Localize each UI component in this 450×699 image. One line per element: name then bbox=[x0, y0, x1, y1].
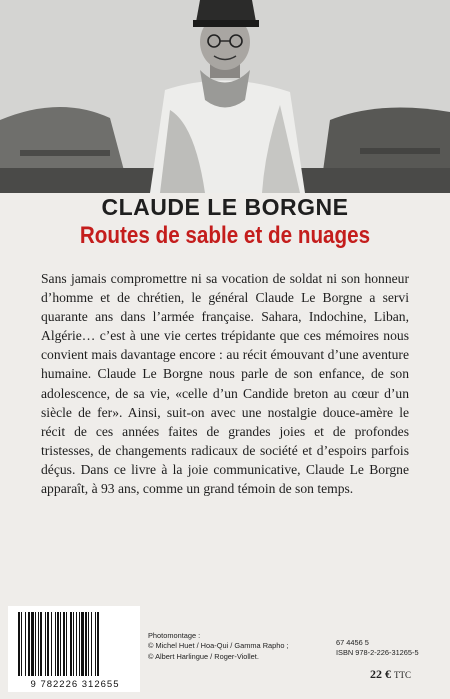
barcode-bar bbox=[63, 612, 65, 676]
credits-line: Photomontage : bbox=[148, 631, 201, 640]
barcode-bar bbox=[51, 612, 52, 676]
barcode-bar bbox=[25, 612, 26, 676]
back-cover-blurb bbox=[41, 269, 409, 498]
barcode-number: 9 782226 312655 bbox=[30, 679, 120, 690]
barcode-bar bbox=[60, 612, 61, 676]
barcode-bar bbox=[76, 612, 77, 676]
author-name: CLAUDE LE BORGNE bbox=[101, 194, 349, 220]
photo-credits bbox=[148, 631, 298, 662]
price-suffix: TTC bbox=[394, 670, 411, 680]
barcode-bar bbox=[31, 612, 34, 676]
book-title: Routes de sable et de nuages bbox=[79, 222, 371, 249]
blurb-text: Sans jamais compromettre ni sa vocation de soldat ni son honneur d’homme et de chrétien, le général Claude Le Borgne a servi quarante ans dans l’armée française. Sahara, Indochine, Liban, Algérie… c’est à une vie certes trépidante que ces mémoires nous convient mais davantage encore : au récit émouvant d’une aventure humaine. Claude Le Borgne nous parle de son enfance, de son adolescence, de sa vie, «celle d’un Candide breton au cœur d’un siècle de fer». Ainsi, suit-on avec une nostalgie douce-amère le récit de ces années faites de grandes joies et de profondes tristesses, de changements radicaux de société et d’espoirs parfois déçus. Dans ce livre à la joie communicative, Claude Le Borgne apparaît, à 93 ans, comme un grand témoin de son temps. bbox=[41, 271, 409, 497]
barcode-bar bbox=[35, 612, 36, 676]
barcode-bar bbox=[79, 612, 80, 676]
barcode-bar bbox=[73, 612, 74, 676]
barcode-bar bbox=[85, 612, 87, 676]
barcode-bar bbox=[40, 612, 42, 676]
barcode-bars bbox=[16, 612, 132, 678]
barcode-bar bbox=[95, 612, 96, 676]
barcode-bar bbox=[21, 612, 22, 676]
barcode-bar bbox=[70, 612, 72, 676]
barcode-bar bbox=[55, 612, 56, 676]
credits-line: © Albert Harlingue / Roger-Viollet. bbox=[148, 651, 259, 661]
barcode bbox=[8, 606, 140, 692]
barcode-bar bbox=[66, 612, 67, 676]
barcode-bar bbox=[47, 612, 49, 676]
barcode-bar bbox=[57, 612, 59, 676]
barcode-bar bbox=[88, 612, 89, 676]
barcode-bar bbox=[18, 612, 20, 676]
price bbox=[370, 667, 411, 682]
credits-line: © Michel Huet / Hoa-Qui / Gamma Rapho ; bbox=[148, 641, 289, 651]
soldier-photo-illustration bbox=[0, 0, 450, 193]
barcode-bar bbox=[38, 612, 39, 676]
barcode-bar bbox=[28, 612, 30, 676]
product-codes bbox=[336, 638, 436, 659]
isbn: ISBN 978-2-226-31265-5 bbox=[336, 648, 419, 658]
barcode-bar bbox=[81, 612, 84, 676]
barcode-bar bbox=[97, 612, 99, 676]
price-amount: 22 € bbox=[370, 667, 391, 681]
barcode-bar bbox=[45, 612, 46, 676]
barcode-bar bbox=[91, 612, 92, 676]
cover-photo bbox=[0, 0, 450, 193]
reference-number: 67 4456 5 bbox=[336, 638, 369, 647]
